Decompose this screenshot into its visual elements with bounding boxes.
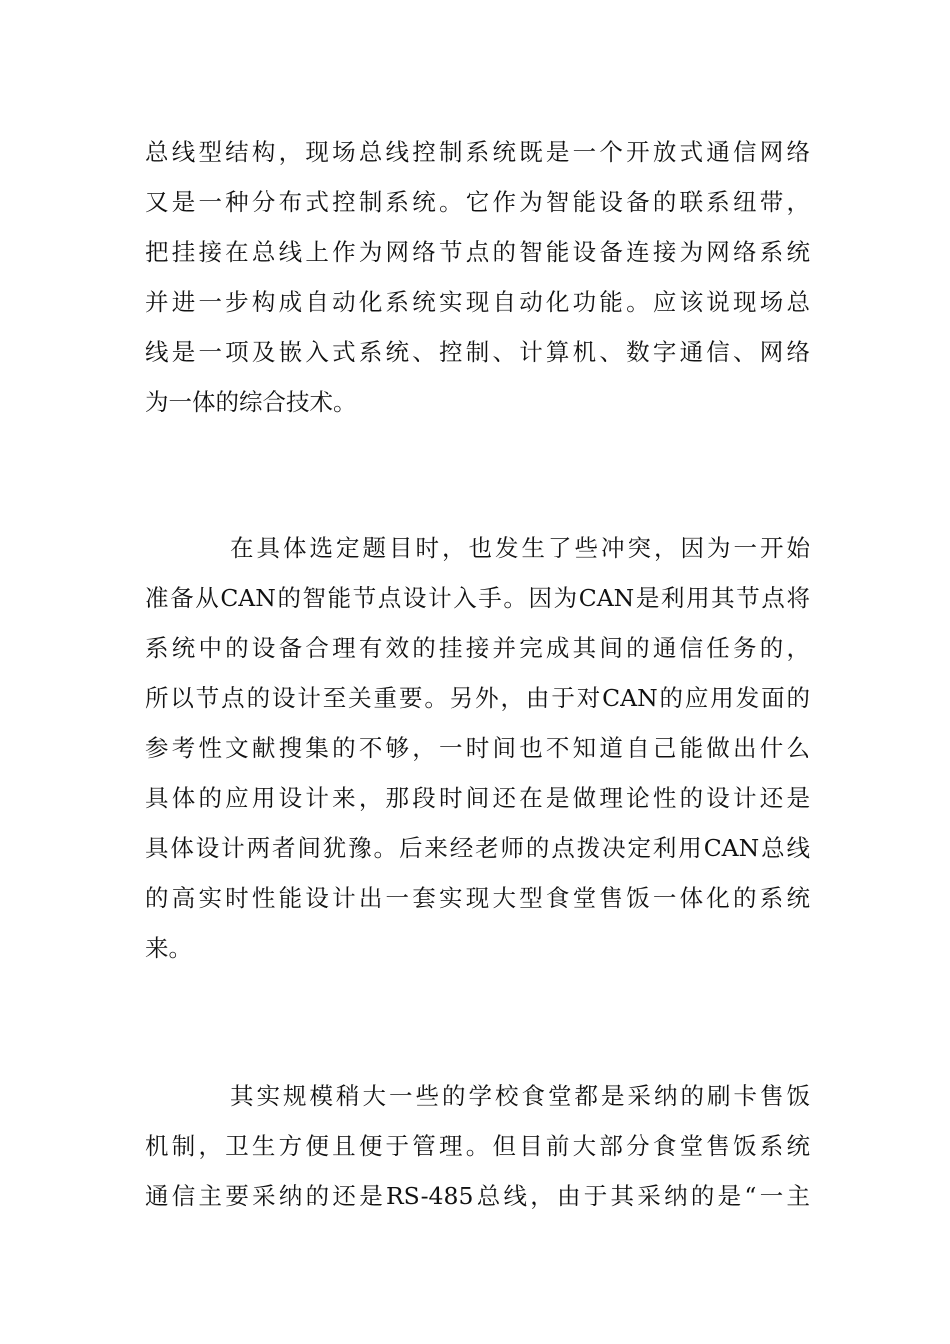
text-line: 系统中的设备合理有效的挂接并完成其间的通信任务的， xyxy=(145,634,810,662)
text-line: 其实规模稍大一些的学校食堂都是采纳的刷卡售饭 xyxy=(230,1082,810,1110)
text-line: 并进一步构成自动化系统实现自动化功能。应该说现场总 xyxy=(145,288,810,316)
text-line: 机制，卫生方便且便于管理。但目前大部分食堂售饭系统 xyxy=(145,1132,810,1160)
text-line: 又是一种分布式控制系统。它作为智能设备的联系纽带， xyxy=(145,188,810,216)
text-line: 把挂接在总线上作为网络节点的智能设备连接为网络系统 xyxy=(145,238,810,266)
text-line: 在具体选定题目时，也发生了些冲突，因为一开始 xyxy=(230,534,810,562)
text-line: 总线型结构，现场总线控制系统既是一个开放式通信网络 xyxy=(145,138,810,166)
text-line: 所以节点的设计至关重要。另外，由于对CAN的应用发面的 xyxy=(145,684,810,712)
text-line: 通信主要采纳的还是RS-485总线，由于其采纳的是“一主 xyxy=(145,1182,810,1210)
text-line: 为一体的综合技术。 xyxy=(145,388,357,416)
text-line: 具体的应用设计来，那段时间还在是做理论性的设计还是 xyxy=(145,784,810,812)
text-line: 来。 xyxy=(145,934,192,962)
text-line: 具体设计两者间犹豫。后来经老师的点拨决定利用CAN总线 xyxy=(145,834,810,862)
text-line: 的高实时性能设计出一套实现大型食堂售饭一体化的系统 xyxy=(145,884,810,912)
text-line: 参考性文献搜集的不够，一时间也不知道自己能做出什么 xyxy=(145,734,810,762)
text-line: 线是一项及嵌入式系统、控制、计算机、数字通信、网络 xyxy=(145,338,810,366)
text-line: 准备从CAN的智能节点设计入手。因为CAN是利用其节点将 xyxy=(145,584,810,612)
